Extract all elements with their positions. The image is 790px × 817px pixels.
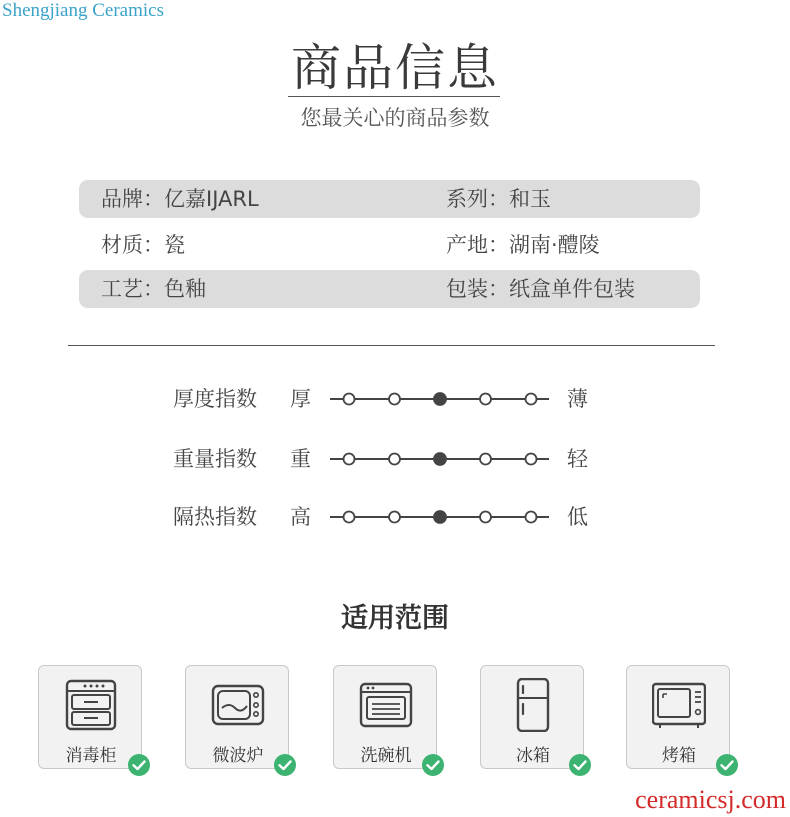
refrigerator-icon bbox=[506, 678, 560, 732]
section-divider bbox=[68, 345, 715, 346]
index-dot-active bbox=[434, 511, 446, 523]
usage-label: 洗碗机 bbox=[360, 746, 412, 766]
spec-material: 材质：瓷 bbox=[101, 233, 185, 257]
index-row-insulation bbox=[0, 502, 790, 532]
title-underline bbox=[288, 96, 500, 97]
page-title: 商品信息 bbox=[291, 39, 499, 97]
index-dot bbox=[389, 454, 400, 465]
index-dot-active bbox=[434, 453, 446, 465]
index-dot bbox=[344, 454, 355, 465]
index-dot-active bbox=[434, 393, 446, 405]
index-dot bbox=[526, 454, 537, 465]
usage-title: 适用范围 bbox=[341, 603, 449, 634]
spec-origin: 产地：湖南·醴陵 bbox=[446, 233, 600, 257]
watermark-top: Shengjiang Ceramics bbox=[2, 0, 164, 21]
index-high-label: 低 bbox=[567, 505, 588, 529]
sterilizer-cabinet-icon bbox=[64, 678, 118, 732]
oven-icon bbox=[652, 678, 706, 732]
spec-packaging: 包装：纸盒单件包装 bbox=[446, 277, 635, 301]
index-low-label: 厚 bbox=[290, 387, 311, 411]
index-low-label: 重 bbox=[290, 447, 311, 471]
index-low-label: 高 bbox=[290, 505, 311, 529]
usage-label: 烤箱 bbox=[662, 746, 696, 766]
index-dot bbox=[526, 394, 537, 405]
index-high-label: 轻 bbox=[567, 447, 588, 471]
usage-label: 微波炉 bbox=[212, 746, 264, 766]
spec-series: 系列：和玉 bbox=[446, 187, 551, 211]
index-dot bbox=[344, 512, 355, 523]
check-icon bbox=[127, 753, 151, 777]
check-icon bbox=[273, 753, 297, 777]
usage-label: 冰箱 bbox=[516, 746, 550, 766]
page-subtitle: 您最关心的商品参数 bbox=[300, 106, 490, 130]
index-dot bbox=[480, 454, 491, 465]
usage-label: 消毒柜 bbox=[65, 746, 117, 766]
check-icon bbox=[421, 753, 445, 777]
index-label: 厚度指数 bbox=[173, 387, 257, 411]
check-icon bbox=[715, 753, 739, 777]
dishwasher-icon bbox=[359, 678, 413, 732]
index-dot bbox=[344, 394, 355, 405]
index-scale bbox=[327, 502, 552, 532]
index-dot bbox=[389, 394, 400, 405]
spec-row-1 bbox=[79, 180, 700, 218]
microwave-icon bbox=[211, 678, 265, 732]
index-dot bbox=[389, 512, 400, 523]
index-row-thickness bbox=[0, 384, 790, 414]
spec-row-3 bbox=[79, 270, 700, 308]
index-label: 隔热指数 bbox=[173, 505, 257, 529]
index-label: 重量指数 bbox=[173, 447, 257, 471]
index-row-weight bbox=[0, 444, 790, 474]
index-dot bbox=[480, 394, 491, 405]
spec-craft: 工艺：色釉 bbox=[101, 277, 206, 301]
watermark-bottom: ceramicsj.com bbox=[635, 785, 786, 814]
spec-row-2 bbox=[79, 226, 700, 264]
index-high-label: 薄 bbox=[567, 387, 588, 411]
index-scale bbox=[327, 384, 552, 414]
spec-brand: 品牌：亿嘉IJARL bbox=[101, 187, 259, 211]
index-scale bbox=[327, 444, 552, 474]
index-dot bbox=[526, 512, 537, 523]
check-icon bbox=[568, 753, 592, 777]
index-dot bbox=[480, 512, 491, 523]
